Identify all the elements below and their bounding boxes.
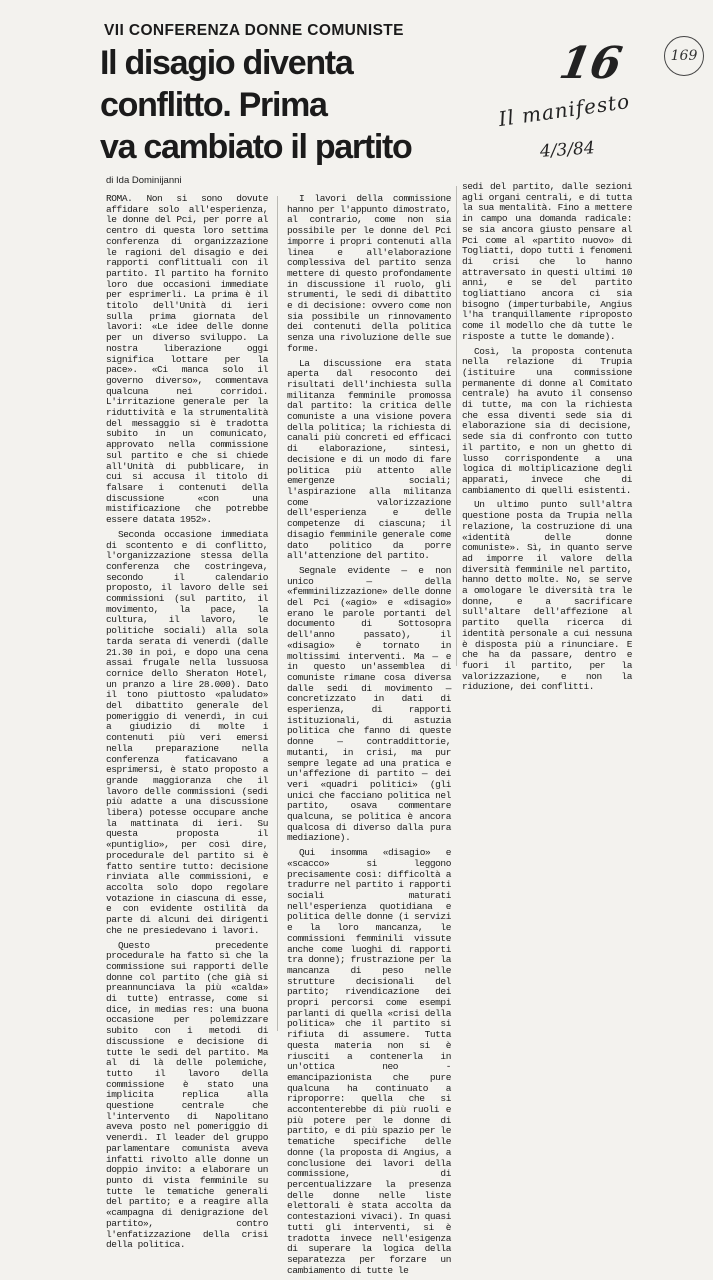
paragraph: I lavori della commissione hanno per l'appunto dimostrato, al contrario, come non sia possibile per le donne del Pci imporre i propri contenuti alla linea e all'elaborazione complessiva del partito senza mettere di questo profondamente in discussione il ruolo, gli strumenti, le sedi di dibattito e di decisione: ovvero come non sia possibile un rinnovamento dei contenuti della politica senza una rivoluzione delle sue forme. <box>287 193 451 354</box>
archive-number: 169 <box>670 48 698 64</box>
archive-number-stamp <box>664 36 704 76</box>
article-column-1 <box>106 194 268 1255</box>
paragraph: Seconda occasione immediata di scontento e di conflitto, l'organizzazione stessa della conferenza che costringeva, secondo il calendario proposto, il lavoro delle sei commissioni (sul partito, il movimento, la pace, la cultura, il lavoro, le politiche sociali) alla sola tarda serata di venerdì (dalle 21.30 in poi, e dopo una cena assai frugale nella lussuosa cornice dello Sheraton Hotel, un pranzo a lire 28.000). Dato il tono piuttosto «paludato» del dibattito generale del pomeriggio di venerdì, in cui a giudizio di molte i contenuti più veri emersi nella preparazione nella conferenza faticavano a esprimersi, è stato proposto a grande maggioranza che il lavoro delle commissioni (sedi più adatte a una discussione libera) potesse occupare anche la mattinata di ieri. Su questa proposta il «puntiglio», per così dire, procedurale del partito si è fatto sentire tutto: decisione rinviata alle commissioni, e accolta solo dopo regolare votazione in ciascuna di esse, e con evidente ostilità da parte di alcuni dei dirigenti che ne presiedevano i lavori. <box>106 528 268 936</box>
byline: di Ida Dominijanni <box>106 175 182 186</box>
paragraph: Un ultimo punto sull'altra questione posta da Trupia nella relazione, la costruzione di una «identità delle donne comuniste». Sì, in quanto serve ad imporre il valore della diversità femminile nel partito, hanno detto molte. No, se serve a omologare le diversità tra le donne, e a sacrificare sull'altare dell'affezione al partito quella ricerca di identità personale a cui nessuna è disposta più a rinunciare. E che ha da passare, dentro e fuori il partito, per la valorizzazione, e non la riduzione, dei conflitti. <box>462 499 632 693</box>
paragraph: Questo precedente procedurale ha fatto sì che la commissione sui rapporti delle donne col partito (che già si preannunciava la più «calda» di tutte) entrasse, come si dice, in medias res: una buona occasione per polemizzare subito con i metodi di discussione e decisione di tutte le sedi del partito. Ma al di là delle polemiche, tutto il lavoro della commissione è stato una implicita replica alla questione centrale che l'intervento di Napolitano aveva posto nel pomeriggio di venerdì. Il leader del gruppo parlamentare comunista aveva infatti rivolto alle donne un doppio invito: a elaborare un punto di vista femminile su tutte le tematiche generali del partito; e a reagire alla «campagna di denigrazione del partito», contro l'enfatizzazione della crisi della politica. <box>106 939 268 1251</box>
handwritten-date: 4/3/84 <box>539 138 596 162</box>
handwritten-number: 16 <box>555 38 626 89</box>
paragraph: sedi del partito, dalle sezioni agli organi centrali, e di tutta la sua mentalità. Fino a mettere in campo una domanda radicale: se sia ancora giusto pensare al Pci come al «partito nuovo» di Togliatti, dopo tutti i fenomeni di crisi che lo hanno attraversato in questi ultimi 10 anni, e se del partito togliattiano ancora ci sia bisogno (imperturbabile, Angius l'ha tranquillamente riproposto come il modello che dà tutte le risposte a tutte le domande). <box>462 181 632 342</box>
kicker: VII CONFERENZA DONNE COMUNISTE <box>104 22 404 39</box>
paragraph: Segnale evidente — e non unico — della «femminilizzazione» delle donne del Pci («agio» e «disagio» erano le parole portanti del documento di Sottosopra dell'anno passato), il «disagio» è tornato in moltissimi interventi. Ma — e in questo un'assemblea di comuniste rimane cosa diversa dalle sedi di movimento — concretizzato in dati di esperienza, di rapporti istituzionali, di astuzia politica che fanno di queste donne — contraddittorie, mutanti, in crisi, ma pur sempre legate ad una pratica e un'affezione di partito — dei veri «quadri politici» (gli unici che facciano politica nel partito, osava commentare qualcuna, se politica è ancora qualcosa di diverso dalla pura mediazione). <box>287 564 451 844</box>
paragraph: Qui insomma «disagio» e «scacco» si leggono precisamente così: difficoltà a tradurre nel partito i rapporti sociali maturati nell'esperienza quotidiana e politica delle donne (i servizi e la loro mancanza, le commissioni femminili vissute anche come luoghi di rapporti tra donne); frustrazione per la mancanza di peso nelle strutture decisionali del partito; rivendicazione dei propri percorsi come esempi parlanti di quella «crisi della politica» che il partito si rifiuta di assumere. Tutta questa materia non si è riusciti a contenerla in un'ottica neo - emancipazionista che pure qualcuna ha continuato a riproporre: quella che si accontenterebbe di più ruoli e più potere per le donne di partito, e di più spazio per le tematiche specifiche delle donne (la proposta di Angius, a conclusione dei lavori della commissione, di percentualizzare la presenza delle donne nelle liste elettorali è stata accolta da contestazioni vivaci). In quasi tutti gli interventi, si è tradotta invece nell'esigenza di superare la logica della separatezza per forzare un cambiamento di tutte le <box>287 847 451 1276</box>
paragraph: Così, la proposta contenuta nella relazione di Trupia (istituire una commissione permanente di donne al Comitato centrale) ha avuto il consenso di tutte, ma con la richiesta che essa diventi sede sia di elaborazione sia di decisione, sede sia di confronto con tutto il partito, e non un ghetto di lusso corrispondente a una logica di moltiplicazione degli apparati, invece che di cambiamento di quelli esistenti. <box>462 345 632 496</box>
column-divider <box>456 186 457 666</box>
column-divider <box>277 196 278 1031</box>
paragraph: La discussione era stata aperta dal resoconto dei risultati dell'inchiesta sulla militanza femminile promossa dal partito: la critica delle comuniste a una visione povera della politica; la richiesta di canali più concreti ed efficaci di elaborazione, sintesi, decisione e di un modo di fare politica più attento alle emergenze sociali; l'aspirazione alla militanza come valorizzazione dell'esperienza e delle competenze di ciascuna; il disagio femminile generale come dato politico da porre all'attenzione del partito. <box>287 357 451 562</box>
headline-line-2: conflitto. Prima <box>100 86 327 124</box>
handwritten-source: Il manifesto <box>496 88 632 132</box>
article-column-2 <box>287 194 451 1280</box>
headline-line-3: va cambiato il partito <box>100 128 412 166</box>
headline-line-1: Il disagio diventa <box>100 44 353 82</box>
paragraph: ROMA. Non si sono dovute affidare solo all'esperienza, le donne del Pci, per porre al centro di questa loro settima conferenza di organizzazione le ragioni del disagio e dei rapporti conflittuali con il partito. Il partito ha fornito loro due occasioni immediate per esprimerli. La prima è il titolo dell'Unità di ieri sulla prima giornata del lavori: «Le idee delle donne per un diverso sviluppo. La nostra liberazione oggi significa lottare per la pace». «Ci manca solo il governo diverso», commentava qualcuna nei corridoi. L'irritazione generale per la riduttività e la strumentalità del messaggio si è tradotta subito in un comunicato, approvato nella commissione sul partito e che si chiede all'Unità di pubblicare, in cui si accusa il titolo di falsare i contenuti della discussione «con una mistificazione che potrebbe essere datata 1952». <box>106 193 268 526</box>
article-column-3 <box>462 182 632 697</box>
headline <box>100 42 460 168</box>
